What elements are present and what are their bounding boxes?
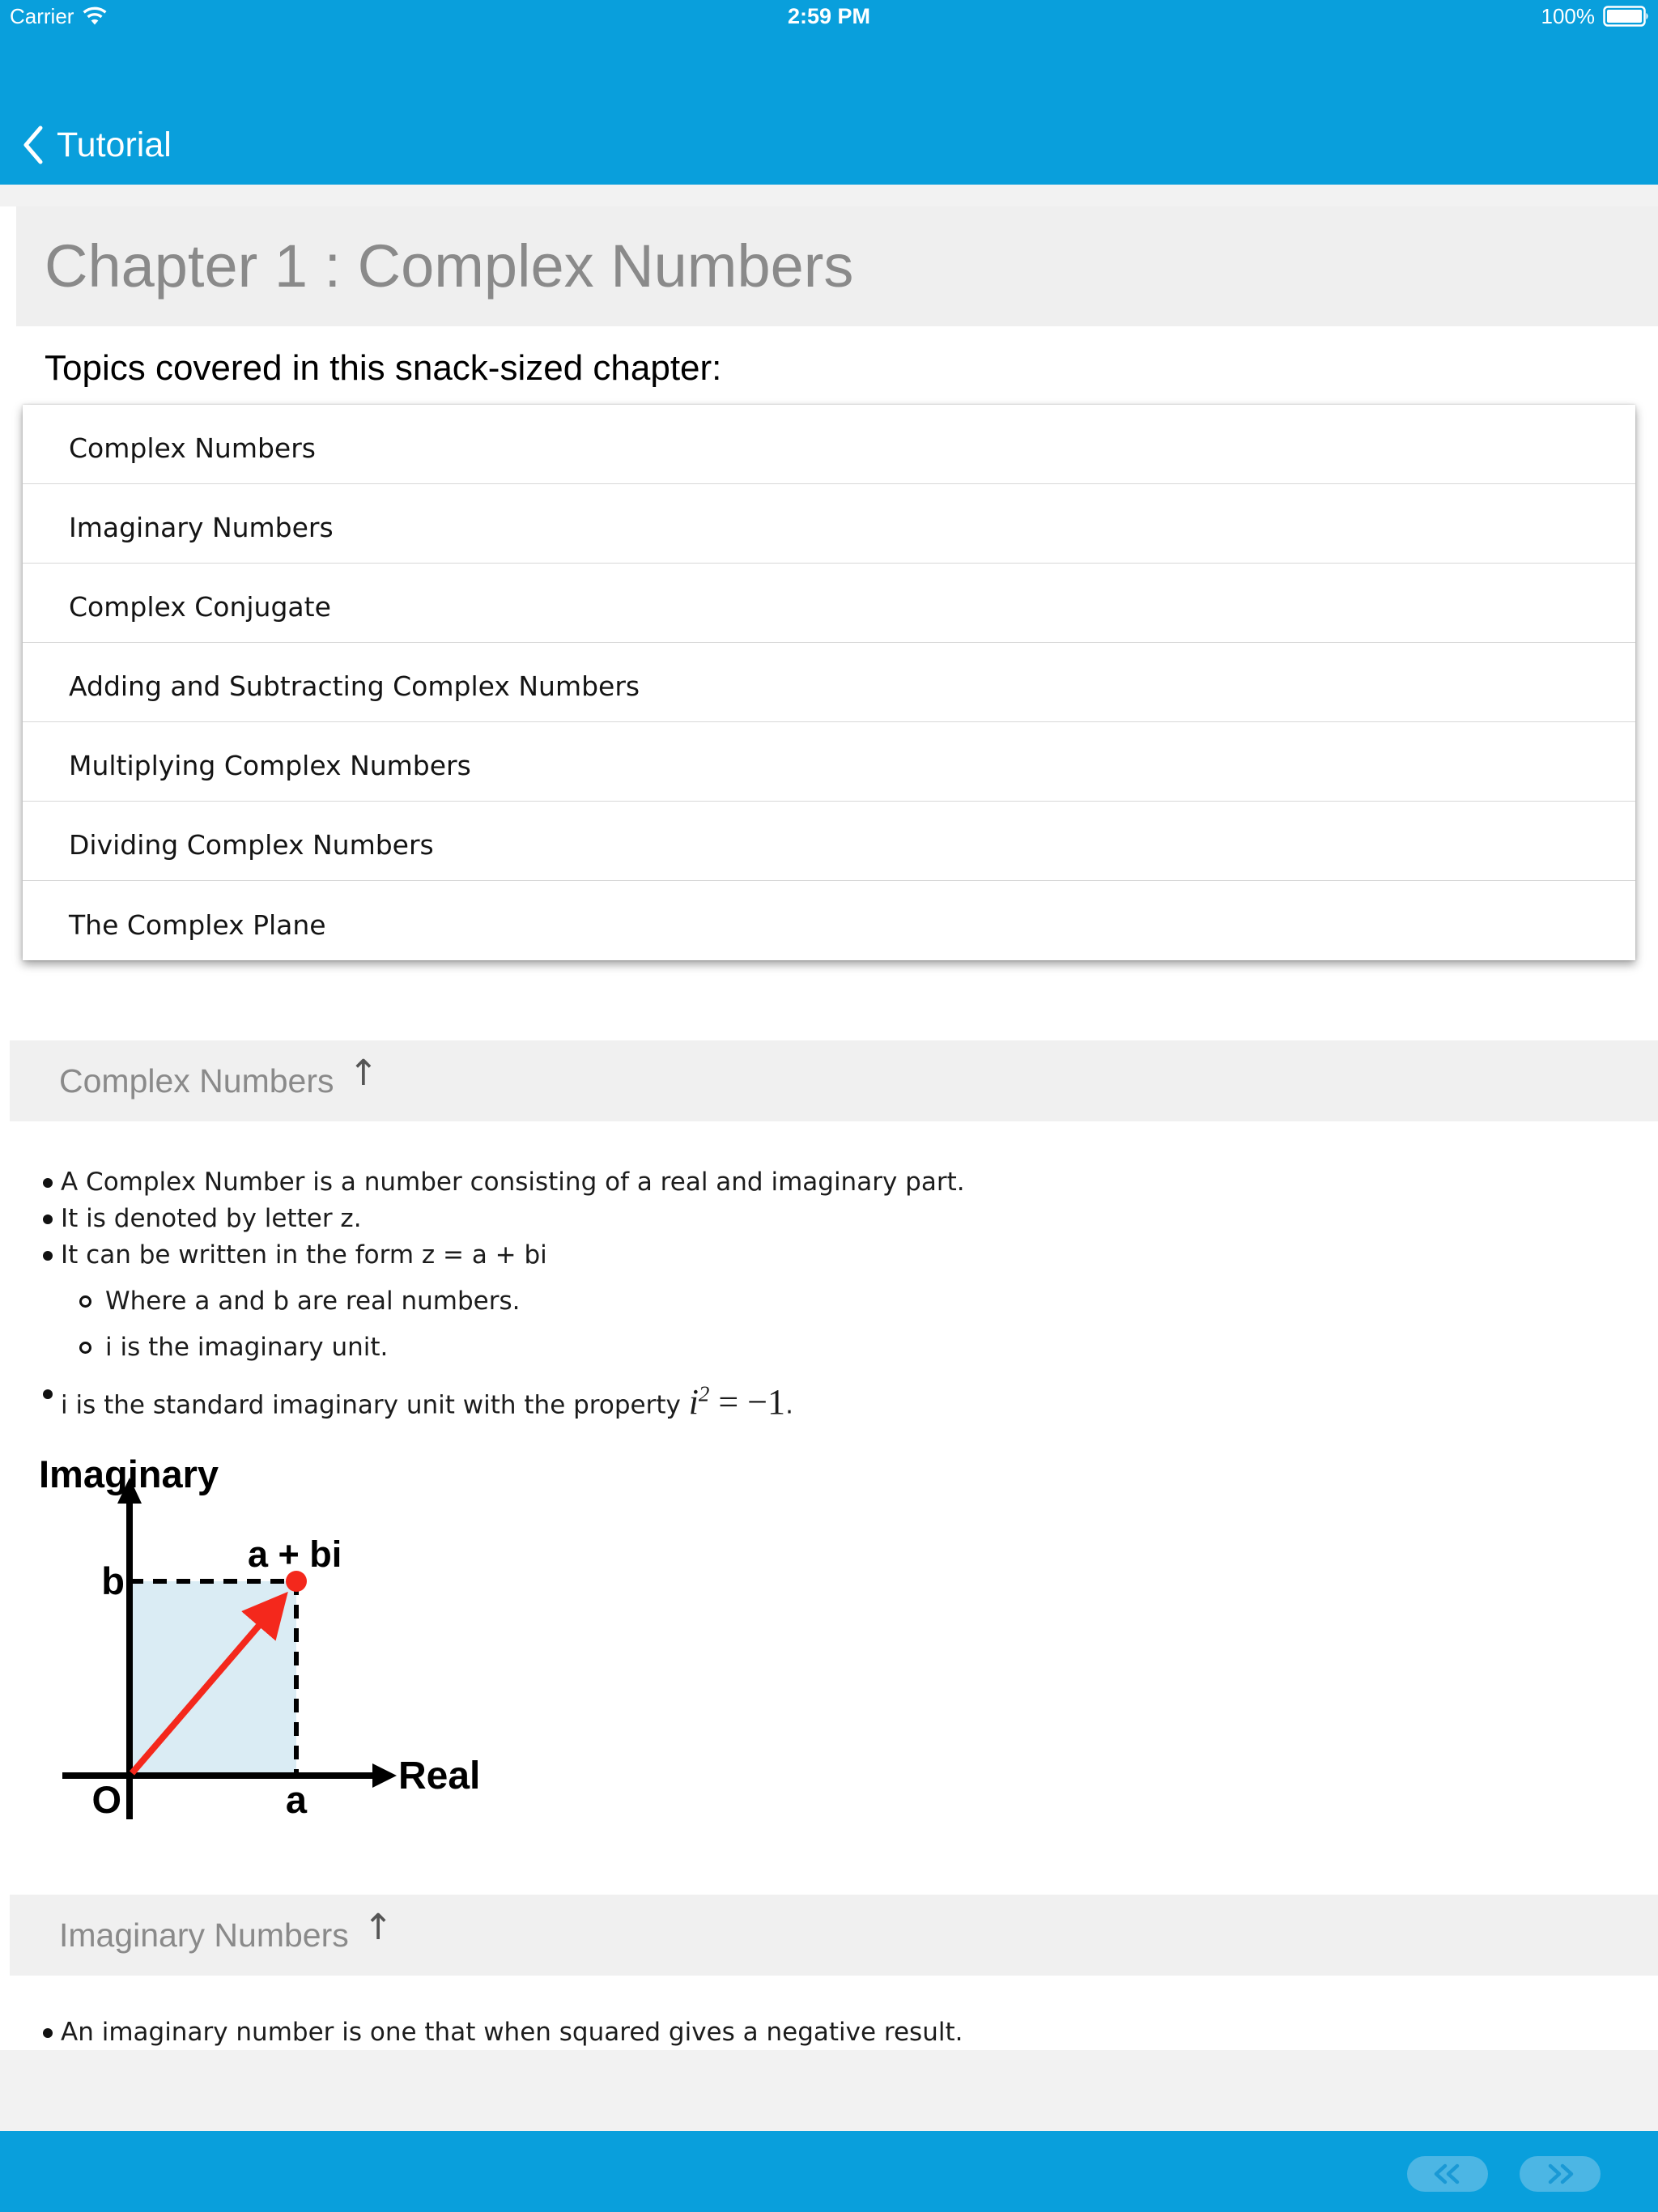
header-divider-strip <box>0 185 1658 206</box>
footer-bar <box>0 2131 1658 2212</box>
section1-bullet-list <box>0 1166 1658 1426</box>
topic-row-complex-conjugate[interactable]: Complex Conjugate <box>23 564 1635 643</box>
next-chapter-button[interactable] <box>1520 2156 1601 2192</box>
bullet-circle-icon <box>79 1342 91 1354</box>
topic-row-complex-numbers[interactable]: Complex Numbers <box>23 405 1635 484</box>
imaginary-axis-label: Imaginary <box>39 1453 219 1495</box>
section-header-complex-numbers <box>10 1040 1658 1121</box>
topic-row-adding-subtracting[interactable]: Adding and Subtracting Complex Numbers <box>23 643 1635 722</box>
back-button-label: Tutorial <box>57 125 172 164</box>
back-button[interactable] <box>23 120 172 170</box>
double-chevron-left-icon <box>1431 2163 1465 2185</box>
bullet-dot-icon <box>43 2028 53 2038</box>
real-axis-arrowhead <box>372 1763 397 1788</box>
bullet-dot-icon <box>43 1178 53 1188</box>
bullet-text: An imaginary number is one that when squared gives a negative result. <box>61 2018 963 2047</box>
chapter-heading-block <box>16 206 1658 326</box>
origin-label: O <box>91 1778 121 1821</box>
section2-bullet-list <box>0 2016 1658 2052</box>
bullet-text: A Complex Number is a number consisting of a real and imaginary part. <box>61 1168 965 1197</box>
topics-heading: Topics covered in this snack-sized chapter: <box>45 348 722 388</box>
topics-list <box>23 405 1635 960</box>
point-label: a + bi <box>248 1534 342 1575</box>
formula-period: . <box>785 1390 793 1420</box>
a-value-label: a <box>285 1778 308 1821</box>
battery-percent-label: 100% <box>1541 3 1595 28</box>
topic-row-imaginary-numbers[interactable]: Imaginary Numbers <box>23 484 1635 564</box>
scroll-to-top-icon[interactable]: ↑ <box>348 1052 379 1094</box>
sub-bullet-item <box>0 1285 1658 1317</box>
complex-plane-diagram <box>32 1453 712 1834</box>
bullet-dot-icon <box>43 1214 53 1224</box>
sub-bullet-item <box>0 1331 1658 1363</box>
header-bar <box>0 0 1658 185</box>
carrier-label: Carrier <box>10 3 74 28</box>
bullet-text: i is the standard imaginary unit with the property <box>61 1390 689 1420</box>
section-title: Complex Numbers <box>59 1061 334 1100</box>
battery-icon <box>1603 5 1650 28</box>
section-title: Imaginary Numbers <box>59 1916 349 1954</box>
bullet-text: Where a and b are real numbers. <box>105 1287 521 1316</box>
bullet-item <box>0 2016 1658 2048</box>
topic-row-dividing[interactable]: Dividing Complex Numbers <box>23 802 1635 881</box>
bullet-dot-icon <box>43 1251 53 1261</box>
back-chevron-icon <box>23 125 44 165</box>
bullet-dot-icon <box>43 1389 53 1399</box>
status-right <box>1541 0 1651 32</box>
real-axis-label: Real <box>398 1755 481 1797</box>
formula-i-squared: $i^2 = -1$ <box>688 1381 786 1422</box>
previous-chapter-button[interactable] <box>1407 2156 1488 2192</box>
section-header-imaginary-numbers <box>10 1895 1658 1976</box>
bullet-item <box>0 1239 1658 1271</box>
bullet-text: It is denoted by letter z. <box>61 1204 362 1233</box>
bullet-item-formula <box>0 1377 1658 1422</box>
b-value-label: b <box>101 1559 125 1602</box>
double-chevron-right-icon <box>1543 2163 1577 2185</box>
content-end-strip <box>0 2050 1658 2131</box>
topic-row-multiplying[interactable]: Multiplying Complex Numbers <box>23 722 1635 802</box>
scroll-to-top-icon[interactable]: ↑ <box>363 1906 393 1948</box>
bullet-text: i is the imaginary unit. <box>105 1333 389 1362</box>
bullet-item <box>0 1166 1658 1198</box>
bullet-text: It can be written in the form z = a + bi <box>61 1240 547 1270</box>
chapter-title: Chapter 1 : Complex Numbers <box>45 232 854 300</box>
bullet-circle-icon <box>79 1295 91 1308</box>
bullet-item <box>0 1202 1658 1235</box>
clock: 2:59 PM <box>787 4 871 28</box>
topic-row-complex-plane[interactable]: The Complex Plane <box>23 881 1635 960</box>
